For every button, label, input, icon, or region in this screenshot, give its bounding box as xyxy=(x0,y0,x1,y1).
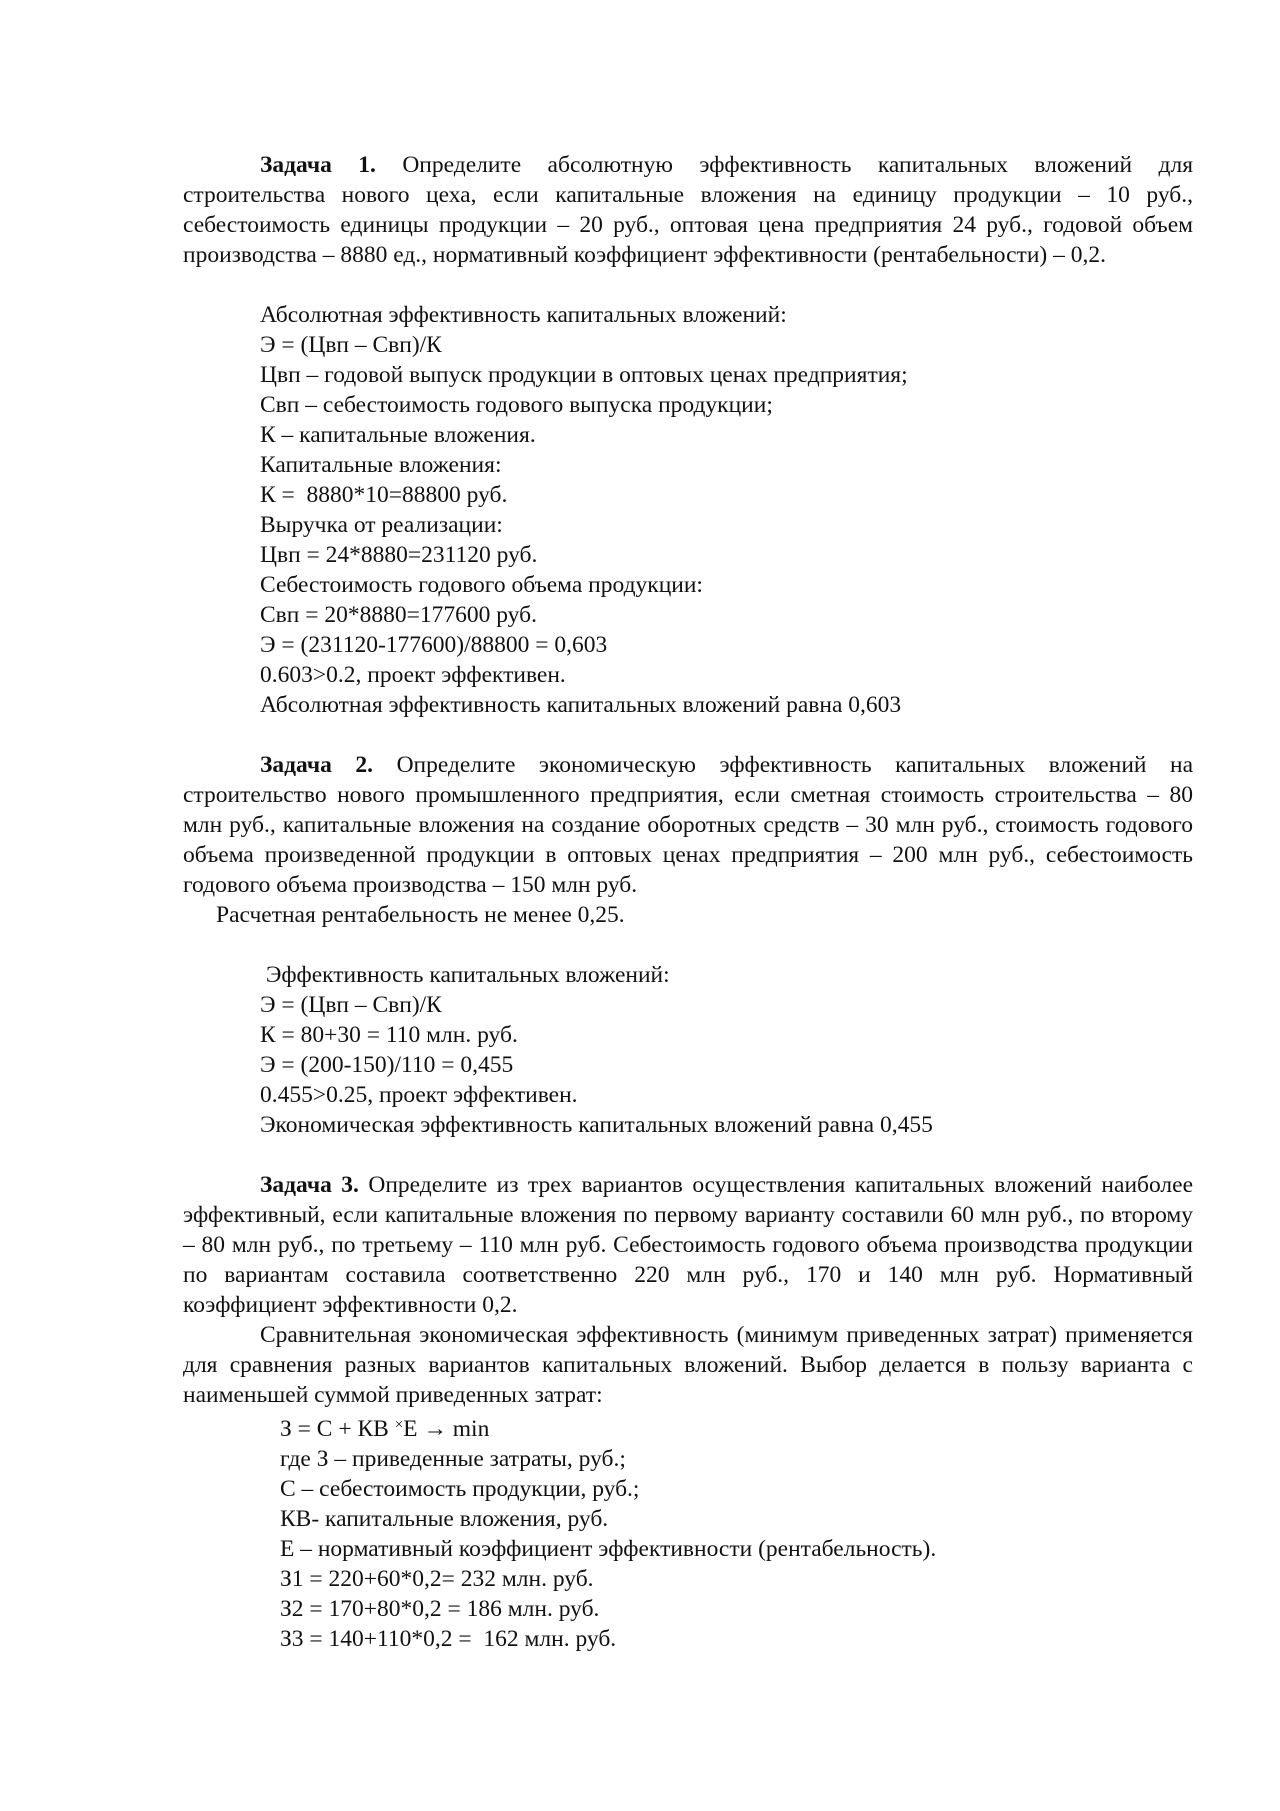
solution-line: К = 8880*10=88800 руб. xyxy=(260,482,508,508)
document-page xyxy=(183,150,1193,1654)
task-3 xyxy=(183,1170,1193,1654)
solution-line: Цвп = 24*8880=231120 руб. xyxy=(260,542,538,568)
reduced-cost-formula xyxy=(280,1410,1193,1444)
solution-line: Цвп – годовой выпуск продукции в оптовых ценах предприятия; xyxy=(260,362,908,388)
solution-line: К – капитальные вложения. xyxy=(260,422,536,448)
formula-line: Е – нормативный коэффициент эффективности (рентабельность). xyxy=(280,1536,937,1562)
task-3-explanation: Сравнительная экономическая эффективность (минимум приведенных затрат) применяется для сравнения разных вариантов капитальных вложений. Выбор делается в пользу варианта с наименьшей суммой приведенных затрат: xyxy=(183,1322,1193,1408)
task-2-statement xyxy=(183,750,1193,900)
solution-line: К = 80+30 = 110 млн. руб. xyxy=(260,1022,518,1048)
task-3-formulas xyxy=(280,1410,1193,1654)
formula-line: З2 = 170+80*0,2 = 186 млн. руб. xyxy=(280,1596,600,1622)
multiply-sign: × xyxy=(394,1417,404,1433)
solution-line: Экономическая эффективность капитальных вложений равна 0,455 xyxy=(260,1112,933,1138)
task-3-statement xyxy=(183,1170,1193,1320)
formula-line: З1 = 220+60*0,2= 232 млн. руб. xyxy=(280,1566,594,1592)
solution-line: Себестоимость годового объема продукции: xyxy=(260,572,703,598)
solution-line: Э = (231120-177600)/88800 = 0,603 xyxy=(260,632,608,658)
task-1 xyxy=(183,150,1193,720)
solution-line: 0.603>0.2, проект эффективен. xyxy=(260,662,566,688)
task-1-solution xyxy=(260,300,1193,720)
task-2 xyxy=(183,750,1193,1140)
solution-line: Свп – себестоимость годового выпуска продукции; xyxy=(260,392,773,418)
task-1-statement xyxy=(183,150,1193,270)
formula-line: С – себестоимость продукции, руб.; xyxy=(280,1476,640,1502)
formula-line: где З – приведенные затраты, руб.; xyxy=(280,1446,626,1472)
task-2-extra-condition: Расчетная рентабельность не менее 0,25. xyxy=(216,902,625,928)
task-3-text: Определите из трех вариантов осуществления капитальных вложений наиболее эффективный, если капитальные вложения по первому варианту составили 60 млн руб., по второму – 80 млн руб., по третьему – 110 млн руб. Себестоимость годового объема производства продукции по вариантам составила соответственно 220 млн руб., 170 и 140 млн руб. Нормативный коэффициент эффективности 0,2. xyxy=(183,1172,1194,1318)
solution-line: Свп = 20*8880=177600 руб. xyxy=(260,602,537,628)
solution-line: Абсолютная эффективность капитальных вложений равна 0,603 xyxy=(260,692,902,718)
solution-line: 0.455>0.25, проект эффективен. xyxy=(260,1082,578,1108)
task-2-solution xyxy=(260,960,1193,1140)
solution-line: Э = (Цвп – Свп)/К xyxy=(260,332,442,358)
formula-line: КВ- капитальные вложения, руб. xyxy=(280,1506,609,1532)
formula-line: З3 = 140+110*0,2 = 162 млн. руб. xyxy=(280,1626,617,1652)
task-2-text: Определите экономическую эффективность капитальных вложений на строительство нового промышленного предприятия, если сметная стоимость строительства – 80 млн руб., капитальные вложения на создание оборотных средств – 30 млн руб., стоимость годового объема произведенной продукции в оптовых ценах предприятия – 200 млн руб., себестоимость годового объема производства – 150 млн руб. xyxy=(183,752,1194,898)
task-3-heading: Задача 3. xyxy=(260,1172,359,1198)
solution-line: Э = (Цвп – Свп)/К xyxy=(260,992,442,1018)
task-2-heading: Задача 2. xyxy=(260,752,374,778)
solution-line: Выручка от реализации: xyxy=(260,512,503,538)
solution-line: Абсолютная эффективность капитальных вложений: xyxy=(260,302,787,328)
task-1-heading: Задача 1. xyxy=(260,152,376,178)
solution-line: Э = (200-150)/110 = 0,455 xyxy=(260,1052,514,1078)
formula-left: З = С + КВ xyxy=(280,1416,395,1442)
solution-line: Эффективность капитальных вложений: xyxy=(260,962,670,988)
formula-right: Е → min xyxy=(403,1416,490,1442)
task-1-text: Определите абсолютную эффективность капитальных вложений для строительства нового цеха, если капитальные вложения на единицу продукции – 10 руб., себестоимость единицы продукции – 20 руб., оптовая цена предприятия 24 руб., годовой объем производства – 8880 ед., нормативный коэффициент эффективности (рентабельности) – 0,2. xyxy=(183,152,1194,268)
solution-line: Капитальные вложения: xyxy=(260,452,502,478)
